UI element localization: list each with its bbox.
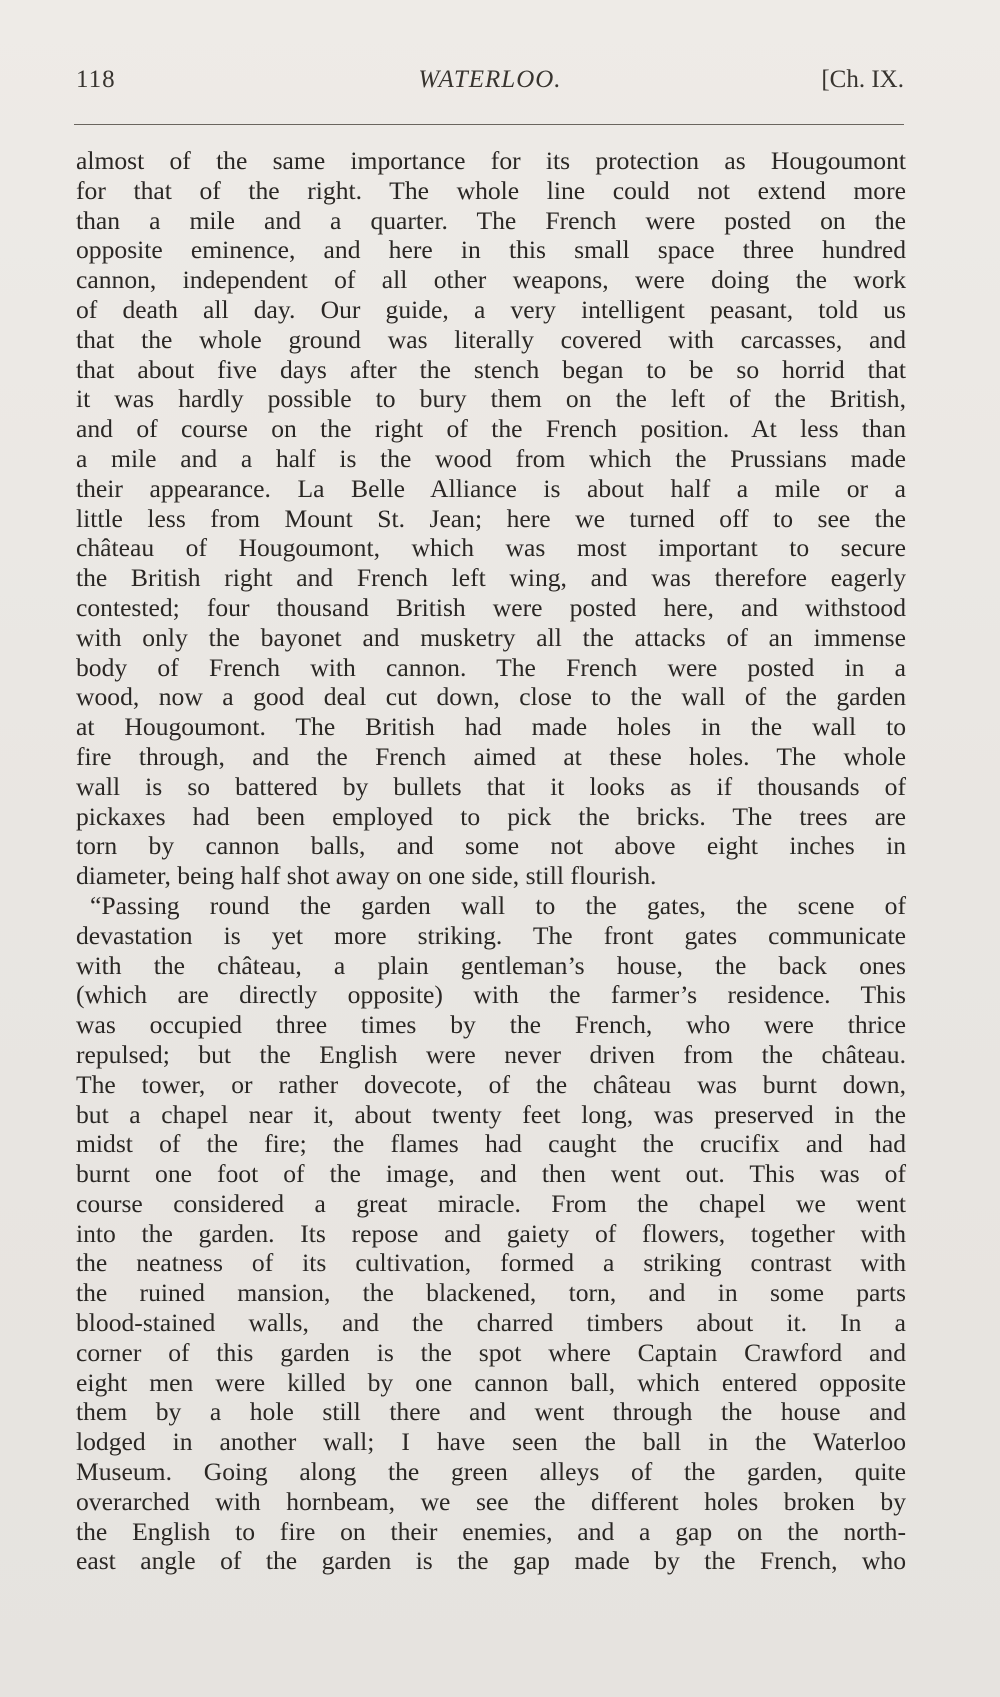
text-line: overarched with hornbeam, we see the different holes broken by <box>76 1486 906 1516</box>
text-line: course considered a great miracle. From the chapel we went <box>76 1188 906 1218</box>
text-line: burnt one foot of the image, and then went out. This was of <box>76 1159 906 1189</box>
text-line: but a chapel near it, about twenty feet long, was preserved in the <box>76 1099 906 1129</box>
text-line: a mile and a half is the wood from which the Prussians made <box>76 443 906 473</box>
page-header <box>76 66 904 106</box>
text-line: wall is so battered by bullets that it looks as if thousands of <box>76 771 906 801</box>
text-line: with only the bayonet and musketry all the attacks of an immense <box>76 622 906 652</box>
text-line: the British right and French left wing, and was therefore eagerly <box>76 563 906 593</box>
text-line: at Hougoumont. The British had made holes in the wall to <box>76 712 906 742</box>
text-line: Museum. Going along the green alleys of the garden, quite <box>76 1457 906 1487</box>
running-title: WATERLOO. <box>418 66 562 93</box>
text-line: lodged in another wall; I have seen the ball in the Waterloo <box>76 1427 906 1457</box>
text-line: fire through, and the French aimed at these holes. The whole <box>76 741 906 771</box>
text-line: that about five days after the stench began to be so horrid that <box>76 354 906 384</box>
chapter-reference: [Ch. IX. <box>821 66 904 93</box>
text-line: torn by cannon balls, and some not above eight inches in <box>76 831 906 861</box>
text-line: than a mile and a quarter. The French were posted on the <box>76 205 906 235</box>
text-line: their appearance. La Belle Alliance is about half a mile or a <box>76 473 906 503</box>
text-line: blood-stained walls, and the charred timbers about it. In a <box>76 1308 906 1338</box>
text-line: and of course on the right of the French position. At less than <box>76 414 906 444</box>
text-line: The tower, or rather dovecote, of the château was burnt down, <box>76 1069 906 1099</box>
header-rule <box>74 124 904 125</box>
text-line: opposite eminence, and here in this small space three hundred <box>76 235 906 265</box>
text-line: wood, now a good deal cut down, close to the wall of the garden <box>76 682 906 712</box>
text-line: east angle of the garden is the gap made by the French, who <box>76 1546 906 1576</box>
text-line: château of Hougoumont, which was most important to secure <box>76 533 906 563</box>
text-line: with the château, a plain gentleman’s house, the back ones <box>76 950 906 980</box>
text-line: the neatness of its cultivation, formed a striking contrast with <box>76 1248 906 1278</box>
text-line: repulsed; but the English were never driven from the château. <box>76 1039 906 1069</box>
text-line: (which are directly opposite) with the farmer’s residence. This <box>76 980 906 1010</box>
text-line: body of French with cannon. The French were posted in a <box>76 652 906 682</box>
text-line: little less from Mount St. Jean; here we turned off to see the <box>76 503 906 533</box>
paragraph-end-line: diameter, being half shot away on one side, still flourish. <box>76 861 657 891</box>
text-line: the English to fire on their enemies, and a gap on the north- <box>76 1516 906 1546</box>
text-line: them by a hole still there and went through the house and <box>76 1397 906 1427</box>
paragraph-start-line: “Passing round the garden wall to the gates, the scene of <box>90 890 906 920</box>
text-line: almost of the same importance for its protection as Hougoumont <box>76 146 906 175</box>
text-line: the ruined mansion, the blackened, torn, and in some parts <box>76 1278 906 1308</box>
page-number: 118 <box>76 66 116 93</box>
text-line: midst of the fire; the flames had caught the crucifix and had <box>76 1129 906 1159</box>
text-line: corner of this garden is the spot where Captain Crawford and <box>76 1337 906 1367</box>
text-line: cannon, independent of all other weapons, were doing the work <box>76 265 906 295</box>
text-line: into the garden. Its repose and gaiety of flowers, together with <box>76 1218 906 1248</box>
body-text <box>76 146 906 1576</box>
text-line: devastation is yet more striking. The front gates communicate <box>76 920 906 950</box>
text-line: pickaxes had been employed to pick the bricks. The trees are <box>76 801 906 831</box>
text-line: it was hardly possible to bury them on the left of the British, <box>76 384 906 414</box>
text-line: that the whole ground was literally covered with carcasses, and <box>76 324 906 354</box>
text-line: of death all day. Our guide, a very intelligent peasant, told us <box>76 294 906 324</box>
text-line: for that of the right. The whole line could not extend more <box>76 175 906 205</box>
text-line: contested; four thousand British were posted here, and withstood <box>76 592 906 622</box>
text-line: eight men were killed by one cannon ball, which entered opposite <box>76 1367 906 1397</box>
text-line: was occupied three times by the French, who were thrice <box>76 1010 906 1040</box>
